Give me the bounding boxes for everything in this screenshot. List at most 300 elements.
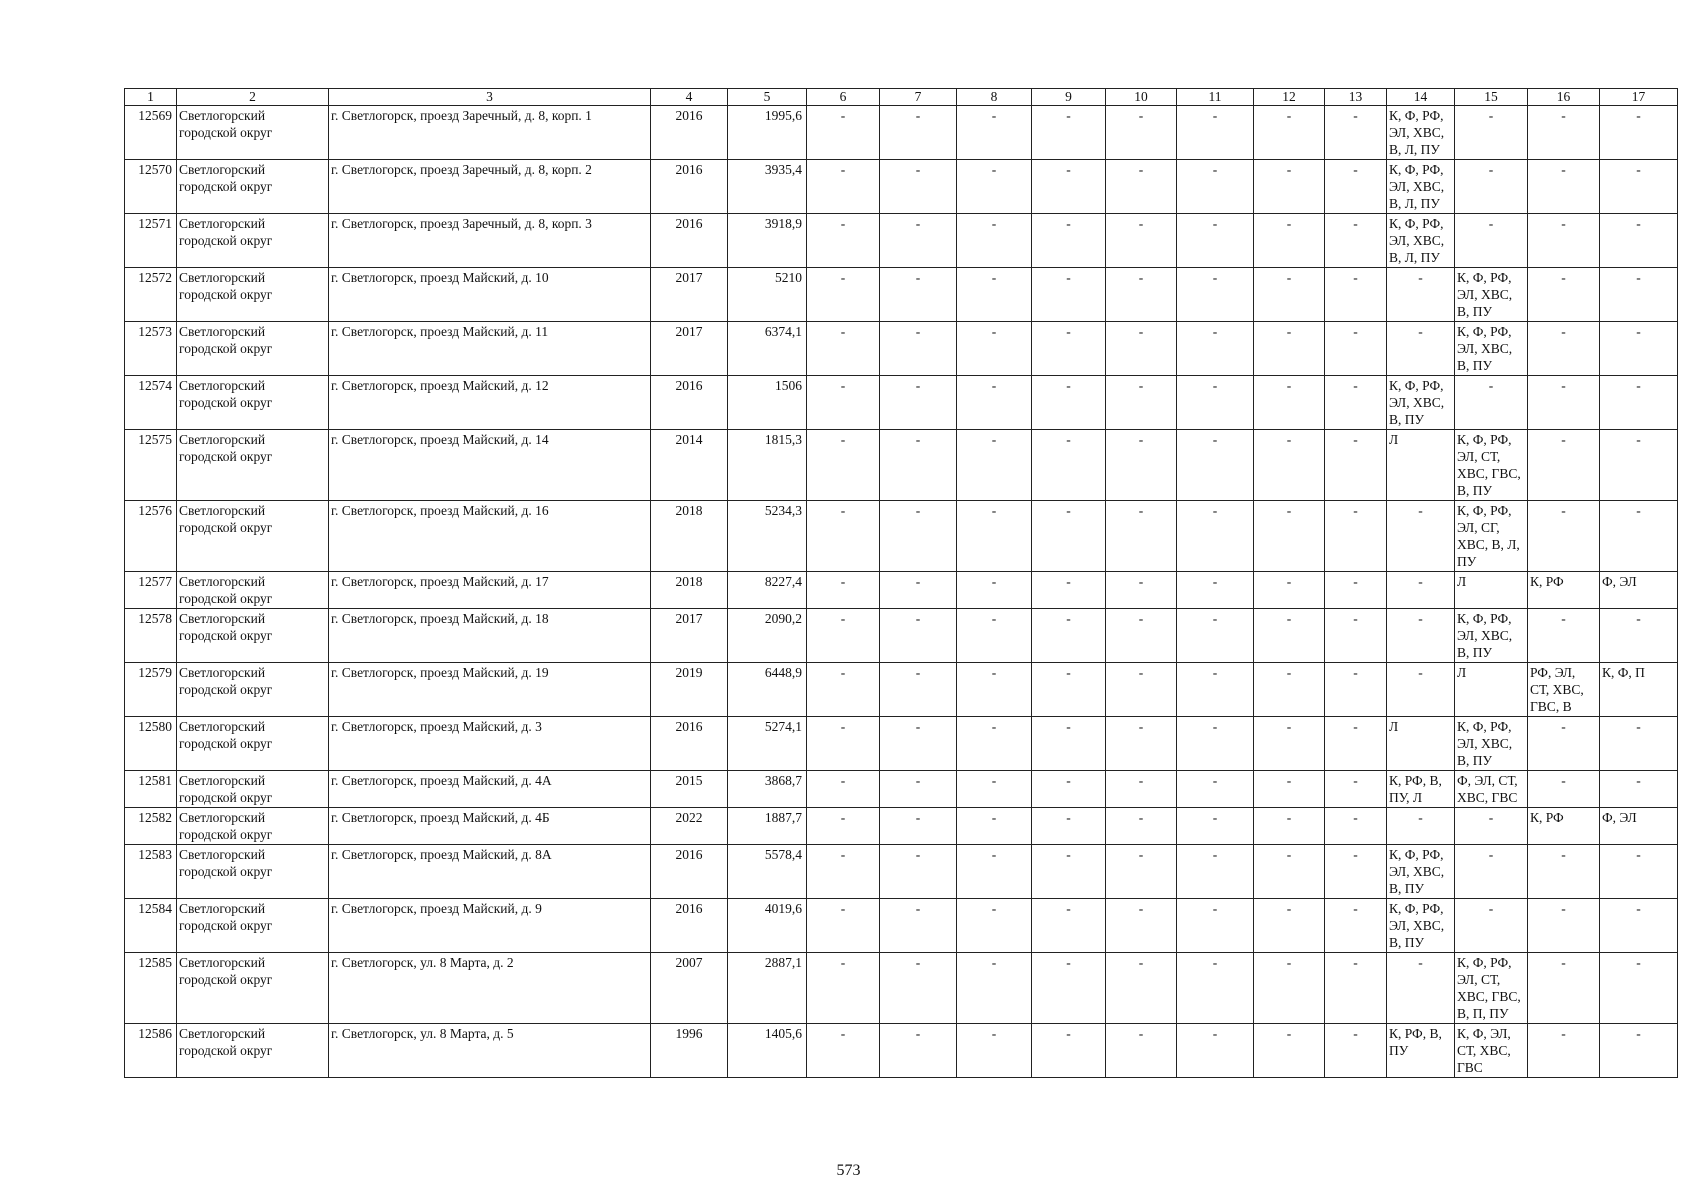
table-cell-col-3: г. Светлогорск, проезд Заречный, д. 8, корп. 2 <box>329 160 651 214</box>
table-cell-col-13: - <box>1325 322 1387 376</box>
table-cell-col-17: - <box>1600 899 1678 953</box>
page-number: 573 <box>836 1162 861 1179</box>
table-cell-col-3: г. Светлогорск, проезд Майский, д. 11 <box>329 322 651 376</box>
table-cell-col-9: - <box>1032 160 1106 214</box>
table-cell-col-2: Светлогорский городской округ <box>177 808 329 845</box>
table-cell-col-13: - <box>1325 663 1387 717</box>
table-cell-col-16: К, РФ <box>1528 808 1600 845</box>
table-cell-col-1: 12584 <box>125 899 177 953</box>
table-cell-col-13: - <box>1325 899 1387 953</box>
table-cell-col-2: Светлогорский городской округ <box>177 214 329 268</box>
table-cell-col-16: - <box>1528 268 1600 322</box>
table-cell-col-5: 5578,4 <box>728 845 807 899</box>
table-cell-col-7: - <box>880 771 957 808</box>
table-row <box>125 572 1678 609</box>
column-header-1: 1 <box>125 89 177 106</box>
table-cell-col-13: - <box>1325 268 1387 322</box>
table-cell-col-15: Ф, ЭЛ, СТ, ХВС, ГВС <box>1455 771 1528 808</box>
table-cell-col-11: - <box>1177 717 1254 771</box>
table-cell-col-7: - <box>880 1024 957 1078</box>
table-cell-col-11: - <box>1177 214 1254 268</box>
table-cell-col-8: - <box>957 717 1032 771</box>
table-cell-col-2: Светлогорский городской округ <box>177 845 329 899</box>
table-cell-col-16: - <box>1528 214 1600 268</box>
table-cell-col-1: 12569 <box>125 106 177 160</box>
table-cell-col-3: г. Светлогорск, проезд Майский, д. 4А <box>329 771 651 808</box>
table-cell-col-2: Светлогорский городской округ <box>177 899 329 953</box>
table-cell-col-6: - <box>807 663 880 717</box>
table-cell-col-5: 5274,1 <box>728 717 807 771</box>
table-cell-col-3: г. Светлогорск, проезд Майский, д. 3 <box>329 717 651 771</box>
table-cell-col-14: - <box>1387 808 1455 845</box>
table-row <box>125 663 1678 717</box>
table-row <box>125 808 1678 845</box>
table-cell-col-8: - <box>957 663 1032 717</box>
table-cell-col-14: - <box>1387 953 1455 1024</box>
table-cell-col-11: - <box>1177 106 1254 160</box>
table-cell-col-8: - <box>957 376 1032 430</box>
table-cell-col-17: - <box>1600 430 1678 501</box>
table-cell-col-8: - <box>957 899 1032 953</box>
table-cell-col-9: - <box>1032 322 1106 376</box>
table-cell-col-3: г. Светлогорск, проезд Майский, д. 8А <box>329 845 651 899</box>
table-cell-col-6: - <box>807 717 880 771</box>
column-header-5: 5 <box>728 89 807 106</box>
table-cell-col-7: - <box>880 953 957 1024</box>
table-cell-col-10: - <box>1106 322 1177 376</box>
table-cell-col-5: 6374,1 <box>728 322 807 376</box>
table-cell-col-13: - <box>1325 953 1387 1024</box>
column-header-14: 14 <box>1387 89 1455 106</box>
table-cell-col-6: - <box>807 953 880 1024</box>
table-cell-col-12: - <box>1254 899 1325 953</box>
table-cell-col-5: 1506 <box>728 376 807 430</box>
table-cell-col-12: - <box>1254 1024 1325 1078</box>
table-cell-col-17: - <box>1600 322 1678 376</box>
table-cell-col-6: - <box>807 771 880 808</box>
table-cell-col-2: Светлогорский городской округ <box>177 160 329 214</box>
table-row <box>125 268 1678 322</box>
table-cell-col-10: - <box>1106 771 1177 808</box>
table-cell-col-5: 4019,6 <box>728 899 807 953</box>
table-cell-col-7: - <box>880 376 957 430</box>
table-cell-col-9: - <box>1032 808 1106 845</box>
table-cell-col-11: - <box>1177 1024 1254 1078</box>
table-cell-col-6: - <box>807 1024 880 1078</box>
table-cell-col-6: - <box>807 430 880 501</box>
table-cell-col-12: - <box>1254 953 1325 1024</box>
table-cell-col-3: г. Светлогорск, проезд Майский, д. 12 <box>329 376 651 430</box>
table-cell-col-6: - <box>807 845 880 899</box>
table-cell-col-1: 12576 <box>125 501 177 572</box>
table-cell-col-7: - <box>880 808 957 845</box>
table-cell-col-12: - <box>1254 845 1325 899</box>
table-cell-col-1: 12585 <box>125 953 177 1024</box>
table-cell-col-1: 12571 <box>125 214 177 268</box>
table-cell-col-10: - <box>1106 845 1177 899</box>
table-cell-col-11: - <box>1177 501 1254 572</box>
table-cell-col-15: Л <box>1455 572 1528 609</box>
table-cell-col-3: г. Светлогорск, проезд Майский, д. 17 <box>329 572 651 609</box>
table-cell-col-17: - <box>1600 106 1678 160</box>
table-cell-col-7: - <box>880 717 957 771</box>
table-cell-col-13: - <box>1325 376 1387 430</box>
table-cell-col-15: К, Ф, РФ, ЭЛ, ХВС, В, ПУ <box>1455 717 1528 771</box>
table-cell-col-17: - <box>1600 268 1678 322</box>
table-cell-col-10: - <box>1106 376 1177 430</box>
table-cell-col-11: - <box>1177 899 1254 953</box>
table-cell-col-12: - <box>1254 663 1325 717</box>
table-cell-col-12: - <box>1254 771 1325 808</box>
table-cell-col-14: К, Ф, РФ, ЭЛ, ХВС, В, ПУ <box>1387 899 1455 953</box>
table-cell-col-15: - <box>1455 160 1528 214</box>
table-cell-col-16: - <box>1528 771 1600 808</box>
table-cell-col-12: - <box>1254 717 1325 771</box>
table-cell-col-1: 12573 <box>125 322 177 376</box>
table-cell-col-10: - <box>1106 899 1177 953</box>
table-cell-col-9: - <box>1032 106 1106 160</box>
table-cell-col-13: - <box>1325 609 1387 663</box>
table-cell-col-7: - <box>880 106 957 160</box>
table-cell-col-12: - <box>1254 376 1325 430</box>
table-cell-col-11: - <box>1177 430 1254 501</box>
table-cell-col-4: 2016 <box>651 106 728 160</box>
table-cell-col-6: - <box>807 501 880 572</box>
table-cell-col-13: - <box>1325 106 1387 160</box>
table-cell-col-10: - <box>1106 268 1177 322</box>
table-cell-col-8: - <box>957 808 1032 845</box>
table-cell-col-9: - <box>1032 899 1106 953</box>
table-cell-col-14: К, РФ, В, ПУ <box>1387 1024 1455 1078</box>
table-cell-col-8: - <box>957 160 1032 214</box>
table-cell-col-2: Светлогорский городской округ <box>177 771 329 808</box>
table-cell-col-12: - <box>1254 501 1325 572</box>
table-cell-col-1: 12574 <box>125 376 177 430</box>
table-cell-col-7: - <box>880 609 957 663</box>
table-cell-col-5: 2887,1 <box>728 953 807 1024</box>
table-cell-col-16: - <box>1528 106 1600 160</box>
table-cell-col-8: - <box>957 771 1032 808</box>
column-header-12: 12 <box>1254 89 1325 106</box>
table-cell-col-10: - <box>1106 572 1177 609</box>
table-cell-col-14: К, РФ, В, ПУ, Л <box>1387 771 1455 808</box>
table-cell-col-6: - <box>807 609 880 663</box>
table-cell-col-6: - <box>807 808 880 845</box>
table-cell-col-7: - <box>880 160 957 214</box>
table-cell-col-14: - <box>1387 572 1455 609</box>
column-header-8: 8 <box>957 89 1032 106</box>
table-cell-col-1: 12572 <box>125 268 177 322</box>
table-cell-col-13: - <box>1325 845 1387 899</box>
table-cell-col-1: 12577 <box>125 572 177 609</box>
table-row <box>125 106 1678 160</box>
table-cell-col-13: - <box>1325 572 1387 609</box>
table-cell-col-4: 2016 <box>651 845 728 899</box>
table-cell-col-11: - <box>1177 268 1254 322</box>
table-cell-col-1: 12570 <box>125 160 177 214</box>
table-cell-col-1: 12578 <box>125 609 177 663</box>
table-cell-col-6: - <box>807 322 880 376</box>
registry-table <box>124 88 1678 1078</box>
column-header-10: 10 <box>1106 89 1177 106</box>
table-cell-col-3: г. Светлогорск, проезд Майский, д. 18 <box>329 609 651 663</box>
table-cell-col-14: - <box>1387 663 1455 717</box>
table-cell-col-2: Светлогорский городской округ <box>177 430 329 501</box>
table-cell-col-16: - <box>1528 1024 1600 1078</box>
table-cell-col-2: Светлогорский городской округ <box>177 322 329 376</box>
table-cell-col-9: - <box>1032 717 1106 771</box>
table-cell-col-2: Светлогорский городской округ <box>177 106 329 160</box>
table-cell-col-15: К, Ф, РФ, ЭЛ, ХВС, В, ПУ <box>1455 609 1528 663</box>
table-cell-col-9: - <box>1032 501 1106 572</box>
table-cell-col-4: 2018 <box>651 572 728 609</box>
table-cell-col-6: - <box>807 899 880 953</box>
table-cell-col-9: - <box>1032 771 1106 808</box>
table-cell-col-2: Светлогорский городской округ <box>177 609 329 663</box>
table-cell-col-15: Л <box>1455 663 1528 717</box>
table-cell-col-12: - <box>1254 160 1325 214</box>
table-cell-col-3: г. Светлогорск, проезд Майский, д. 14 <box>329 430 651 501</box>
table-cell-col-10: - <box>1106 609 1177 663</box>
table-cell-col-2: Светлогорский городской округ <box>177 663 329 717</box>
table-cell-col-17: Ф, ЭЛ <box>1600 808 1678 845</box>
table-cell-col-14: Л <box>1387 717 1455 771</box>
table-cell-col-3: г. Светлогорск, проезд Майский, д. 19 <box>329 663 651 717</box>
table-cell-col-15: К, Ф, РФ, ЭЛ, ХВС, В, ПУ <box>1455 268 1528 322</box>
table-cell-col-5: 3868,7 <box>728 771 807 808</box>
table-header-row <box>125 89 1678 106</box>
table-cell-col-10: - <box>1106 663 1177 717</box>
table-cell-col-5: 1887,7 <box>728 808 807 845</box>
table-cell-col-9: - <box>1032 609 1106 663</box>
table-cell-col-9: - <box>1032 953 1106 1024</box>
table-cell-col-16: - <box>1528 899 1600 953</box>
table-cell-col-13: - <box>1325 771 1387 808</box>
table-cell-col-5: 1405,6 <box>728 1024 807 1078</box>
column-header-7: 7 <box>880 89 957 106</box>
table-cell-col-3: г. Светлогорск, проезд Заречный, д. 8, корп. 1 <box>329 106 651 160</box>
table-cell-col-12: - <box>1254 609 1325 663</box>
table-cell-col-15: - <box>1455 808 1528 845</box>
table-cell-col-9: - <box>1032 214 1106 268</box>
table-cell-col-16: - <box>1528 430 1600 501</box>
table-cell-col-3: г. Светлогорск, ул. 8 Марта, д. 5 <box>329 1024 651 1078</box>
table-cell-col-16: - <box>1528 845 1600 899</box>
column-header-9: 9 <box>1032 89 1106 106</box>
table-cell-col-10: - <box>1106 214 1177 268</box>
table-cell-col-11: - <box>1177 322 1254 376</box>
table-body <box>125 106 1678 1078</box>
table-cell-col-15: - <box>1455 899 1528 953</box>
table-cell-col-12: - <box>1254 106 1325 160</box>
table-cell-col-15: К, Ф, РФ, ЭЛ, СТ, ХВС, ГВС, В, П, ПУ <box>1455 953 1528 1024</box>
table-cell-col-16: - <box>1528 717 1600 771</box>
column-header-17: 17 <box>1600 89 1678 106</box>
table-cell-col-4: 2016 <box>651 899 728 953</box>
table-cell-col-13: - <box>1325 214 1387 268</box>
table-cell-col-6: - <box>807 160 880 214</box>
table-cell-col-4: 2016 <box>651 376 728 430</box>
table-cell-col-16: - <box>1528 501 1600 572</box>
table-cell-col-9: - <box>1032 1024 1106 1078</box>
table-cell-col-15: К, Ф, РФ, ЭЛ, СГ, ХВС, В, Л, ПУ <box>1455 501 1528 572</box>
table-cell-col-6: - <box>807 572 880 609</box>
table-cell-col-7: - <box>880 845 957 899</box>
table-cell-col-5: 1815,3 <box>728 430 807 501</box>
table-cell-col-1: 12575 <box>125 430 177 501</box>
column-header-4: 4 <box>651 89 728 106</box>
table-row <box>125 771 1678 808</box>
table-cell-col-7: - <box>880 572 957 609</box>
table-cell-col-11: - <box>1177 845 1254 899</box>
table-cell-col-4: 2019 <box>651 663 728 717</box>
table-cell-col-3: г. Светлогорск, проезд Майский, д. 16 <box>329 501 651 572</box>
table-row <box>125 899 1678 953</box>
table-cell-col-17: Ф, ЭЛ <box>1600 572 1678 609</box>
table-cell-col-2: Светлогорский городской округ <box>177 501 329 572</box>
table-row <box>125 322 1678 376</box>
table-row <box>125 376 1678 430</box>
table-row <box>125 214 1678 268</box>
table-cell-col-12: - <box>1254 214 1325 268</box>
table-cell-col-6: - <box>807 376 880 430</box>
table-cell-col-17: - <box>1600 214 1678 268</box>
table-cell-col-8: - <box>957 1024 1032 1078</box>
table-cell-col-4: 2022 <box>651 808 728 845</box>
table-cell-col-3: г. Светлогорск, проезд Заречный, д. 8, корп. 3 <box>329 214 651 268</box>
table-cell-col-5: 6448,9 <box>728 663 807 717</box>
table-cell-col-8: - <box>957 572 1032 609</box>
table-cell-col-13: - <box>1325 808 1387 845</box>
column-header-3: 3 <box>329 89 651 106</box>
table-cell-col-10: - <box>1106 160 1177 214</box>
table-cell-col-11: - <box>1177 609 1254 663</box>
table-cell-col-15: К, Ф, ЭЛ, СТ, ХВС, ГВС <box>1455 1024 1528 1078</box>
table-cell-col-4: 2015 <box>651 771 728 808</box>
table-row <box>125 160 1678 214</box>
table-cell-col-14: К, Ф, РФ, ЭЛ, ХВС, В, ПУ <box>1387 376 1455 430</box>
table-cell-col-15: - <box>1455 376 1528 430</box>
table-cell-col-4: 2016 <box>651 717 728 771</box>
table-cell-col-15: - <box>1455 214 1528 268</box>
table-cell-col-7: - <box>880 663 957 717</box>
table-cell-col-3: г. Светлогорск, проезд Майский, д. 10 <box>329 268 651 322</box>
table-cell-col-7: - <box>880 322 957 376</box>
table-cell-col-9: - <box>1032 268 1106 322</box>
table-cell-col-8: - <box>957 430 1032 501</box>
table-cell-col-14: - <box>1387 322 1455 376</box>
table-cell-col-4: 2017 <box>651 609 728 663</box>
table-row <box>125 953 1678 1024</box>
table-cell-col-11: - <box>1177 572 1254 609</box>
table-cell-col-15: - <box>1455 106 1528 160</box>
table-cell-col-10: - <box>1106 430 1177 501</box>
column-header-11: 11 <box>1177 89 1254 106</box>
column-header-16: 16 <box>1528 89 1600 106</box>
table-cell-col-12: - <box>1254 808 1325 845</box>
table-cell-col-6: - <box>807 106 880 160</box>
table-cell-col-7: - <box>880 899 957 953</box>
table-cell-col-4: 2018 <box>651 501 728 572</box>
table-cell-col-8: - <box>957 106 1032 160</box>
table-cell-col-17: - <box>1600 771 1678 808</box>
table-cell-col-5: 3918,9 <box>728 214 807 268</box>
table-cell-col-1: 12580 <box>125 717 177 771</box>
table-cell-col-14: К, Ф, РФ, ЭЛ, ХВС, В, Л, ПУ <box>1387 106 1455 160</box>
table-row <box>125 430 1678 501</box>
table-cell-col-17: - <box>1600 717 1678 771</box>
table-cell-col-2: Светлогорский городской округ <box>177 953 329 1024</box>
table-cell-col-7: - <box>880 430 957 501</box>
table-cell-col-12: - <box>1254 322 1325 376</box>
table-row <box>125 609 1678 663</box>
table-cell-col-14: - <box>1387 268 1455 322</box>
column-header-2: 2 <box>177 89 329 106</box>
table-cell-col-3: г. Светлогорск, проезд Майский, д. 4Б <box>329 808 651 845</box>
table-cell-col-4: 2017 <box>651 322 728 376</box>
table-cell-col-11: - <box>1177 771 1254 808</box>
table-row <box>125 1024 1678 1078</box>
table-cell-col-17: - <box>1600 845 1678 899</box>
table-cell-col-16: - <box>1528 160 1600 214</box>
table-cell-col-9: - <box>1032 376 1106 430</box>
table-cell-col-5: 2090,2 <box>728 609 807 663</box>
table-cell-col-11: - <box>1177 663 1254 717</box>
table-cell-col-14: К, Ф, РФ, ЭЛ, ХВС, В, Л, ПУ <box>1387 214 1455 268</box>
table-cell-col-1: 12583 <box>125 845 177 899</box>
table-cell-col-13: - <box>1325 160 1387 214</box>
table-cell-col-1: 12579 <box>125 663 177 717</box>
table-row <box>125 717 1678 771</box>
table-cell-col-8: - <box>957 953 1032 1024</box>
table-cell-col-4: 2017 <box>651 268 728 322</box>
table-cell-col-11: - <box>1177 376 1254 430</box>
table-cell-col-12: - <box>1254 268 1325 322</box>
table-row <box>125 845 1678 899</box>
table-cell-col-9: - <box>1032 430 1106 501</box>
table-cell-col-16: - <box>1528 322 1600 376</box>
table-cell-col-13: - <box>1325 1024 1387 1078</box>
table-cell-col-16: - <box>1528 376 1600 430</box>
table-cell-col-17: К, Ф, П <box>1600 663 1678 717</box>
table-cell-col-10: - <box>1106 106 1177 160</box>
table-cell-col-2: Светлогорский городской округ <box>177 268 329 322</box>
column-header-13: 13 <box>1325 89 1387 106</box>
table-cell-col-7: - <box>880 501 957 572</box>
table-cell-col-17: - <box>1600 160 1678 214</box>
table-cell-col-13: - <box>1325 501 1387 572</box>
table-cell-col-8: - <box>957 501 1032 572</box>
table-cell-col-13: - <box>1325 430 1387 501</box>
table-cell-col-4: 1996 <box>651 1024 728 1078</box>
table-cell-col-2: Светлогорский городской округ <box>177 572 329 609</box>
table-cell-col-1: 12582 <box>125 808 177 845</box>
table-cell-col-14: К, Ф, РФ, ЭЛ, ХВС, В, ПУ <box>1387 845 1455 899</box>
column-header-6: 6 <box>807 89 880 106</box>
table-cell-col-5: 8227,4 <box>728 572 807 609</box>
table-cell-col-2: Светлогорский городской округ <box>177 717 329 771</box>
table-cell-col-10: - <box>1106 808 1177 845</box>
table-cell-col-2: Светлогорский городской округ <box>177 376 329 430</box>
table-cell-col-11: - <box>1177 160 1254 214</box>
table-cell-col-9: - <box>1032 572 1106 609</box>
table-cell-col-14: К, Ф, РФ, ЭЛ, ХВС, В, Л, ПУ <box>1387 160 1455 214</box>
table-cell-col-15: К, Ф, РФ, ЭЛ, ХВС, В, ПУ <box>1455 322 1528 376</box>
table-cell-col-14: - <box>1387 609 1455 663</box>
column-header-15: 15 <box>1455 89 1528 106</box>
table-cell-col-17: - <box>1600 376 1678 430</box>
table-cell-col-17: - <box>1600 1024 1678 1078</box>
